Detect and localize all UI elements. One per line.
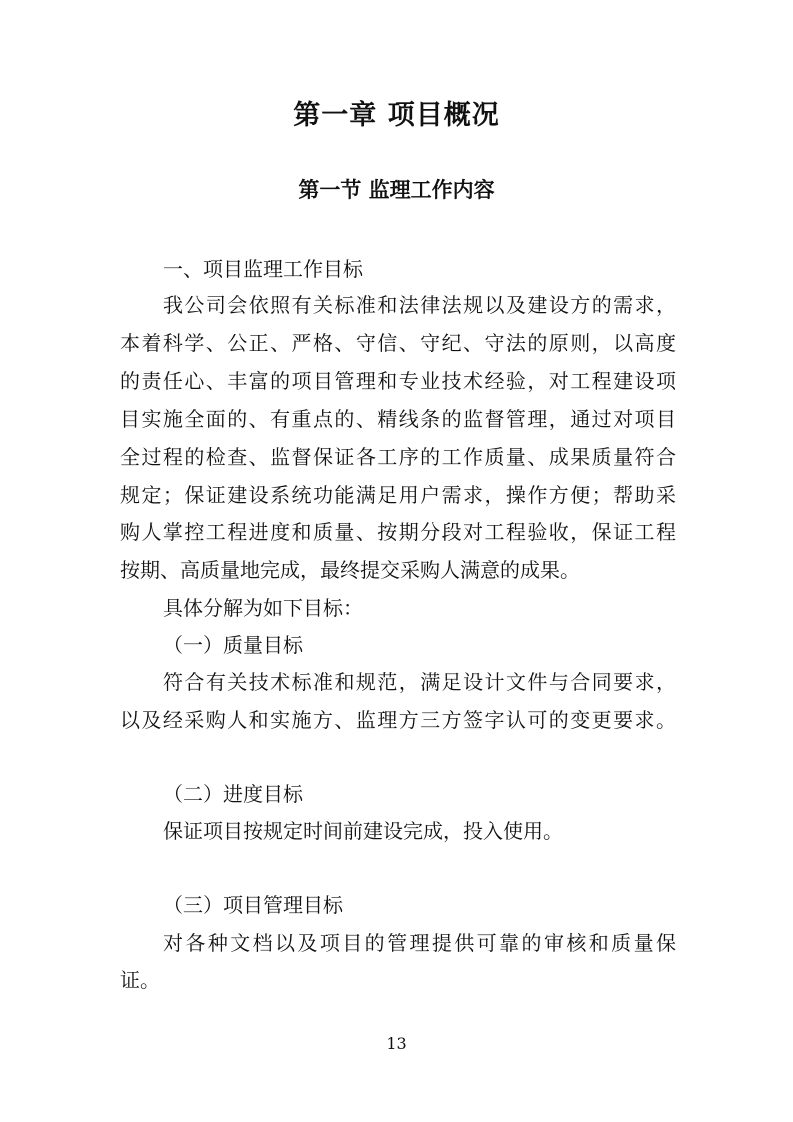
paragraph-1-line-5: 全过程的检查、监督保证各工序的工作质量、成果质量符合 [120, 445, 676, 469]
paragraph-1-line-8: 按期、高质量地完成，最终提交采购人满意的成果。 [120, 558, 580, 582]
page-number: 13 [386, 1034, 407, 1053]
schedule-goal-text: 保证项目按规定时间前建设完成，投入使用。 [163, 819, 563, 843]
management-goal-line-2: 证。 [120, 968, 160, 992]
quality-goal-line-1: 符合有关技术标准和规范，满足设计文件与合同要求， [163, 670, 676, 694]
paragraph-1-line-2: 本着科学、公正、严格、守信、守纪、守法的原则，以高度 [120, 331, 676, 355]
paragraph-1-line-1: 我公司会依照有关标准和法律法规以及建设方的需求， [163, 293, 676, 317]
section-title: 第一节 监理工作内容 [298, 178, 495, 202]
schedule-goal-heading: （二）进度目标 [163, 782, 303, 806]
chapter-title: 第一章 项目概况 [293, 100, 500, 131]
breakdown-intro: 具体分解为如下目标： [163, 596, 363, 620]
management-goal-heading: （三）项目管理目标 [163, 893, 343, 917]
heading-project-supervision-goals: 一、项目监理工作目标 [163, 257, 363, 281]
quality-goal-line-2: 以及经采购人和实施方、监理方三方签字认可的变更要求。 [120, 708, 676, 732]
paragraph-1-line-7: 购人掌控工程进度和质量、按期分段对工程验收，保证工程 [120, 520, 676, 544]
paragraph-1-line-3: 的责任心、丰富的项目管理和专业技术经验，对工程建设项 [120, 369, 676, 393]
quality-goal-heading: （一）质量目标 [163, 633, 303, 657]
paragraph-1-line-6: 规定；保证建设系统功能满足用户需求，操作方便；帮助采 [120, 483, 676, 507]
management-goal-line-1: 对各种文档以及项目的管理提供可靠的审核和质量保 [163, 931, 676, 955]
paragraph-1-line-4: 目实施全面的、有重点的、精线条的监督管理，通过对项目 [120, 407, 676, 431]
